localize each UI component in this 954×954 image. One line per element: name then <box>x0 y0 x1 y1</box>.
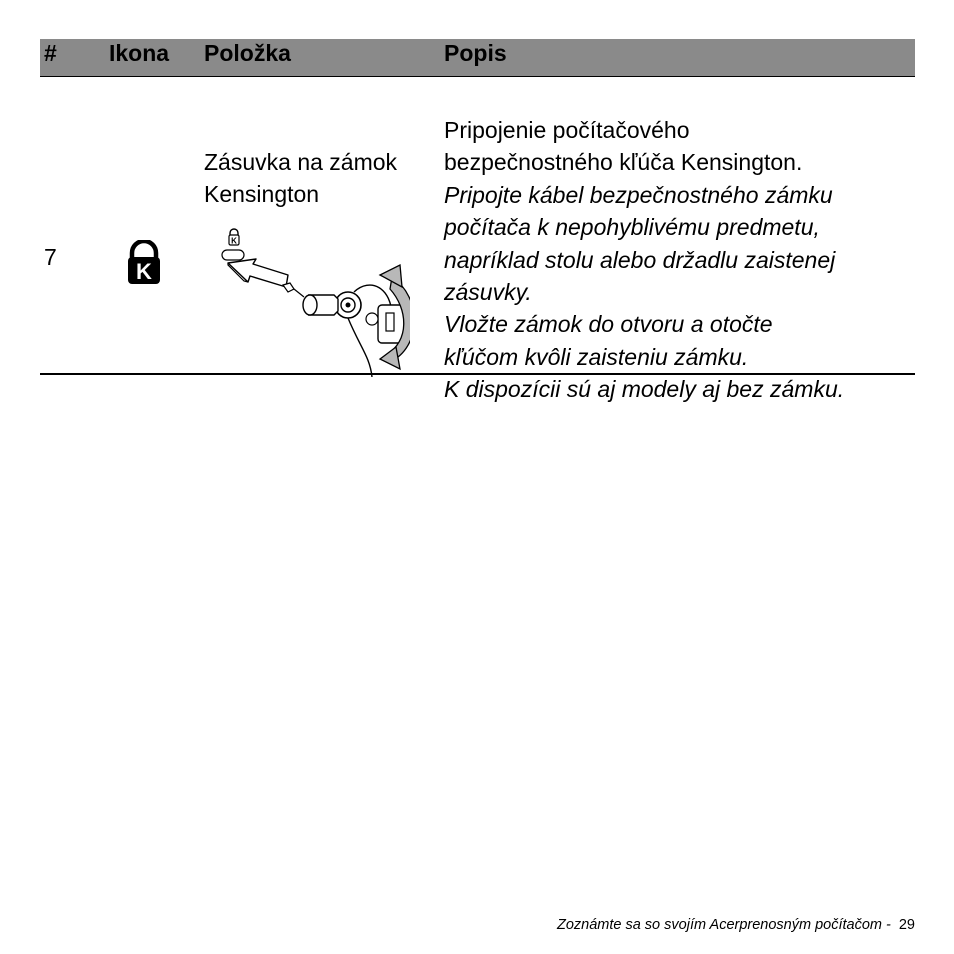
page-footer <box>557 917 915 933</box>
header-icon: Ikona <box>109 40 170 66</box>
small-lock-icon <box>229 229 239 246</box>
row-number: 7 <box>44 244 57 270</box>
description-line: Vložte zámok do otvoru a otočte <box>444 311 773 338</box>
item-description <box>444 114 919 406</box>
description-line: napríklad stolu alebo držadlu zaistenej <box>444 246 836 273</box>
item-name <box>204 146 434 210</box>
item-line: Zásuvka na zámok <box>204 149 398 175</box>
header-number: # <box>44 40 57 66</box>
header-description: Popis <box>444 40 507 66</box>
item-line: Kensington <box>204 181 320 207</box>
kensington-lock-illustration <box>220 227 410 377</box>
feature-table <box>40 39 915 403</box>
table-header <box>40 39 915 77</box>
header-item: Položka <box>204 40 291 66</box>
description-line: bezpečnostného kľúča Kensington. <box>444 149 803 176</box>
description-line: Pripojte kábel bezpečnostného zámku <box>444 181 833 208</box>
table-row <box>40 77 915 403</box>
icon-letter: K <box>136 259 152 284</box>
description-line: kľúčom kvôli zaisteniu zámku. <box>444 343 749 370</box>
kensington-lock-icon <box>126 240 162 286</box>
description-line: K dispozícii sú aj modely aj bez zámku. <box>444 376 845 403</box>
footer-text: Zoznámte sa so svojím Acerprenosným počítačom - <box>556 917 891 933</box>
svg-text:K: K <box>231 236 237 246</box>
description-line: zásuvky. <box>444 279 532 306</box>
description-line: počítača k nepohyblivému predmetu, <box>444 214 820 241</box>
description-line: Pripojenie počítačového <box>444 117 690 143</box>
page-number: 29 <box>898 917 915 933</box>
